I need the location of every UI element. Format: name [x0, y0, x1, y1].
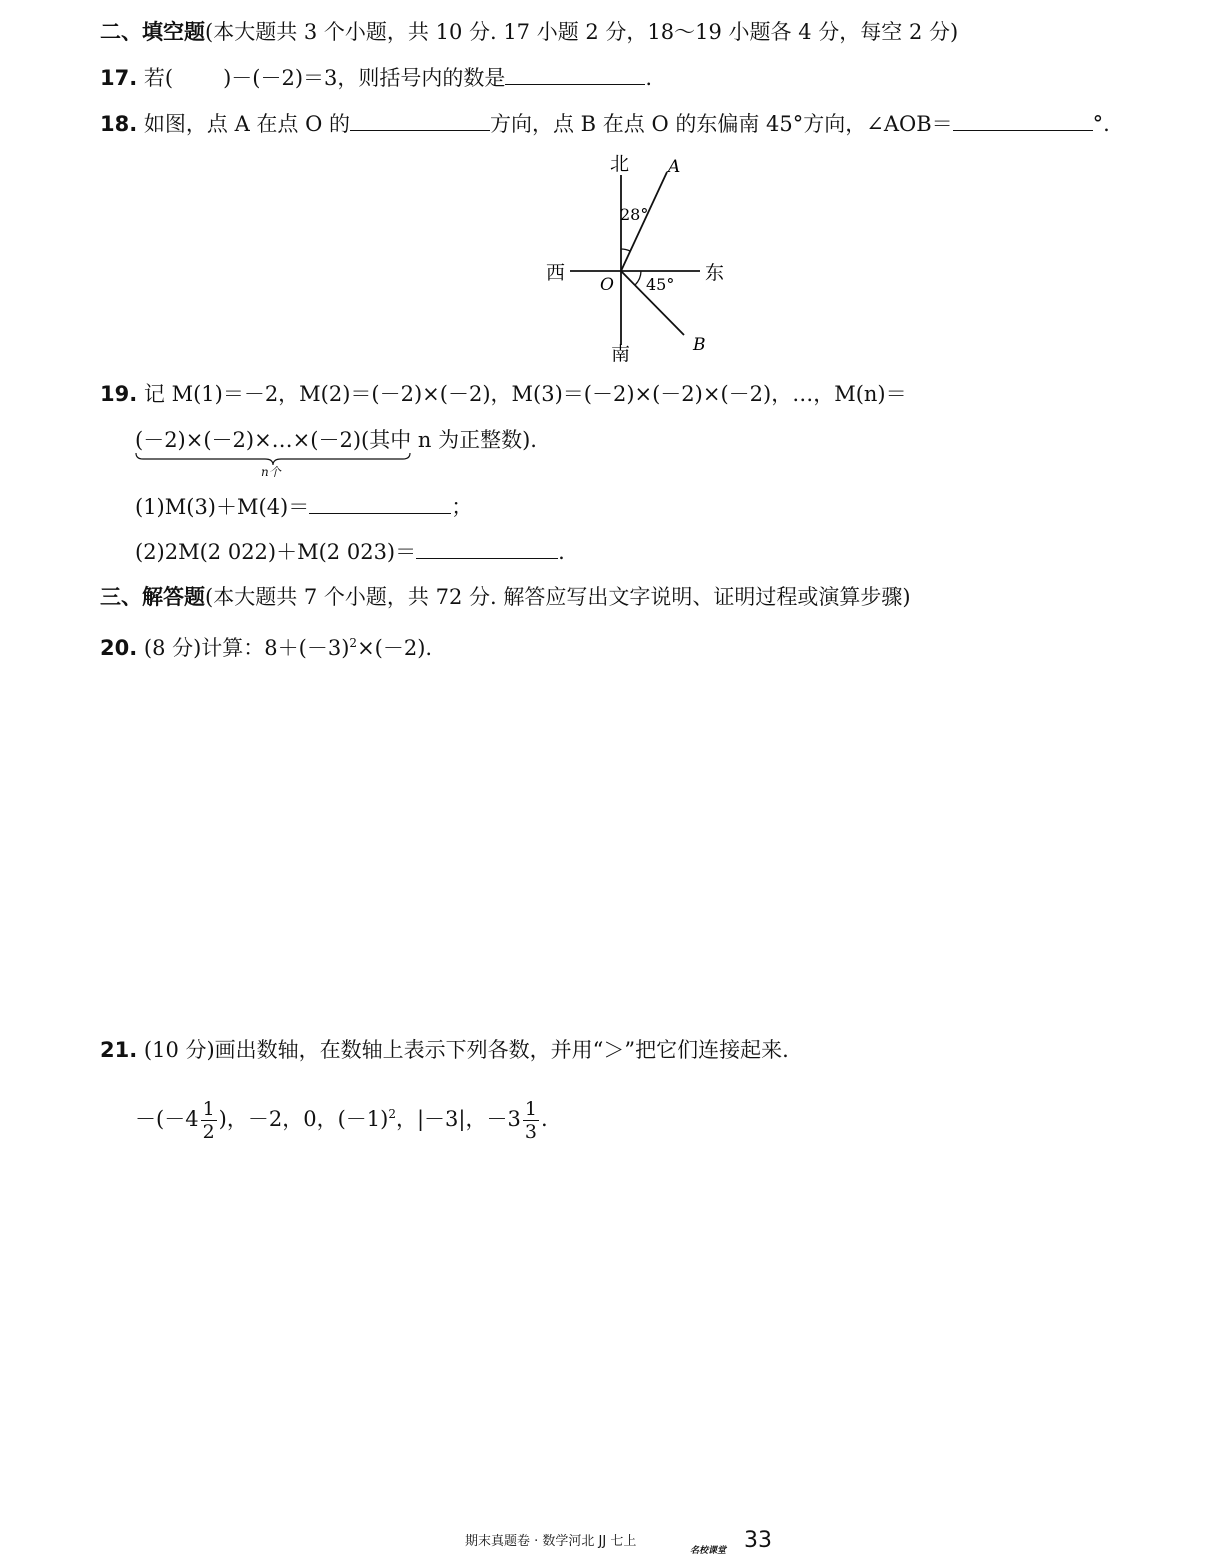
question-19-part2 — [135, 538, 565, 566]
fraction-one-half — [201, 1098, 217, 1143]
question-number: 17. — [100, 66, 138, 90]
exponent: 2 — [349, 636, 358, 650]
angle-arc-east — [635, 271, 641, 285]
section-note: (本大题共 3 个小题，共 10 分. 17 小题 2 分，18～19 小题各 4 分，每空 2 分) — [205, 20, 959, 44]
angle-arc-north — [621, 249, 630, 251]
answer-blank[interactable] — [416, 540, 558, 559]
question-text: (其中 n 为正整数). — [361, 428, 537, 452]
footer-text: 期末真题卷 · 数学河北 JJ 七上 — [465, 1534, 637, 1549]
question-21-numbers — [135, 1090, 548, 1143]
page-number: 33 — [744, 1528, 772, 1553]
question-text: (10 分)画出数轴，在数轴上表示下列各数，并用“＞”把它们连接起来. — [143, 1038, 789, 1062]
question-18 — [100, 110, 1110, 138]
north-label: 北 — [610, 153, 630, 175]
question-number: 18. — [100, 112, 138, 136]
denominator: 2 — [202, 1121, 215, 1143]
section-header — [100, 18, 958, 46]
point-a-label: A — [668, 157, 681, 177]
product-expression: (－2)×(－2)×…×(－2) — [135, 428, 362, 452]
angle-east-label: 45° — [646, 275, 675, 294]
direction-diagram — [540, 150, 740, 365]
question-number: 21. — [100, 1038, 138, 1062]
question-text: (8 分)计算：8＋(－3) — [143, 636, 350, 660]
question-number: 20. — [100, 636, 138, 660]
question-19-line2 — [135, 426, 537, 454]
question-text: 若( — [143, 66, 174, 90]
part-text: ； — [451, 495, 473, 519]
part-text: (2)2M(2 022)＋M(2 023)＝ — [135, 540, 417, 564]
question-text: ×(－2). — [357, 636, 433, 660]
exponent: 2 — [388, 1107, 396, 1121]
expression: ，|－3|，－3 — [395, 1107, 521, 1131]
section-title: 二、填空题 — [100, 20, 205, 44]
question-text: °. — [1092, 112, 1110, 136]
question-text: 如图，点 A 在点 O 的 — [143, 112, 350, 136]
brace-label: n个 — [261, 465, 281, 479]
answer-blank[interactable] — [505, 66, 645, 85]
answer-blank[interactable] — [309, 495, 451, 514]
answer-blank[interactable] — [350, 112, 490, 131]
question-text: . — [645, 66, 653, 90]
question-17 — [100, 64, 652, 92]
expression: －(－4 — [135, 1107, 199, 1131]
denominator: 3 — [524, 1121, 537, 1143]
numerator: 1 — [524, 1098, 537, 1120]
part-text: . — [558, 540, 565, 564]
section-title: 三、解答题 — [100, 585, 205, 609]
question-text: )－(－2)＝3，则括号内的数是 — [223, 66, 506, 90]
numerator: 1 — [202, 1098, 215, 1120]
fraction-one-third — [523, 1098, 539, 1143]
answer-blank[interactable] — [953, 112, 1093, 131]
brand-logo: 名校课堂 — [690, 1546, 727, 1556]
question-number: 19. — [100, 382, 138, 406]
question-21 — [100, 1036, 789, 1064]
question-19 — [100, 380, 907, 408]
section-note: (本大题共 7 个小题，共 72 分. 解答应写出文字说明、证明过程或演算步骤) — [205, 585, 911, 609]
east-label: 东 — [705, 262, 725, 284]
question-text: 方向，点 B 在点 O 的东偏南 45°方向，∠AOB＝ — [489, 112, 953, 136]
point-b-label: B — [693, 335, 706, 355]
angle-north-label: 28° — [620, 205, 649, 224]
expression: . — [540, 1107, 548, 1131]
part-text: (1)M(3)＋M(4)＝ — [135, 495, 310, 519]
question-text: 记 M(1)＝－2，M(2)＝(－2)×(－2)，M(3)＝(－2)×(－2)×(－2)，…，M(n)＝ — [143, 382, 907, 406]
south-label: 南 — [611, 343, 631, 365]
expression: )，－2，0，(－1) — [218, 1107, 389, 1131]
question-19-part1 — [135, 493, 472, 521]
west-label: 西 — [546, 262, 566, 284]
section-header — [100, 583, 911, 611]
point-o-label: O — [600, 275, 614, 295]
question-20 — [100, 629, 432, 662]
